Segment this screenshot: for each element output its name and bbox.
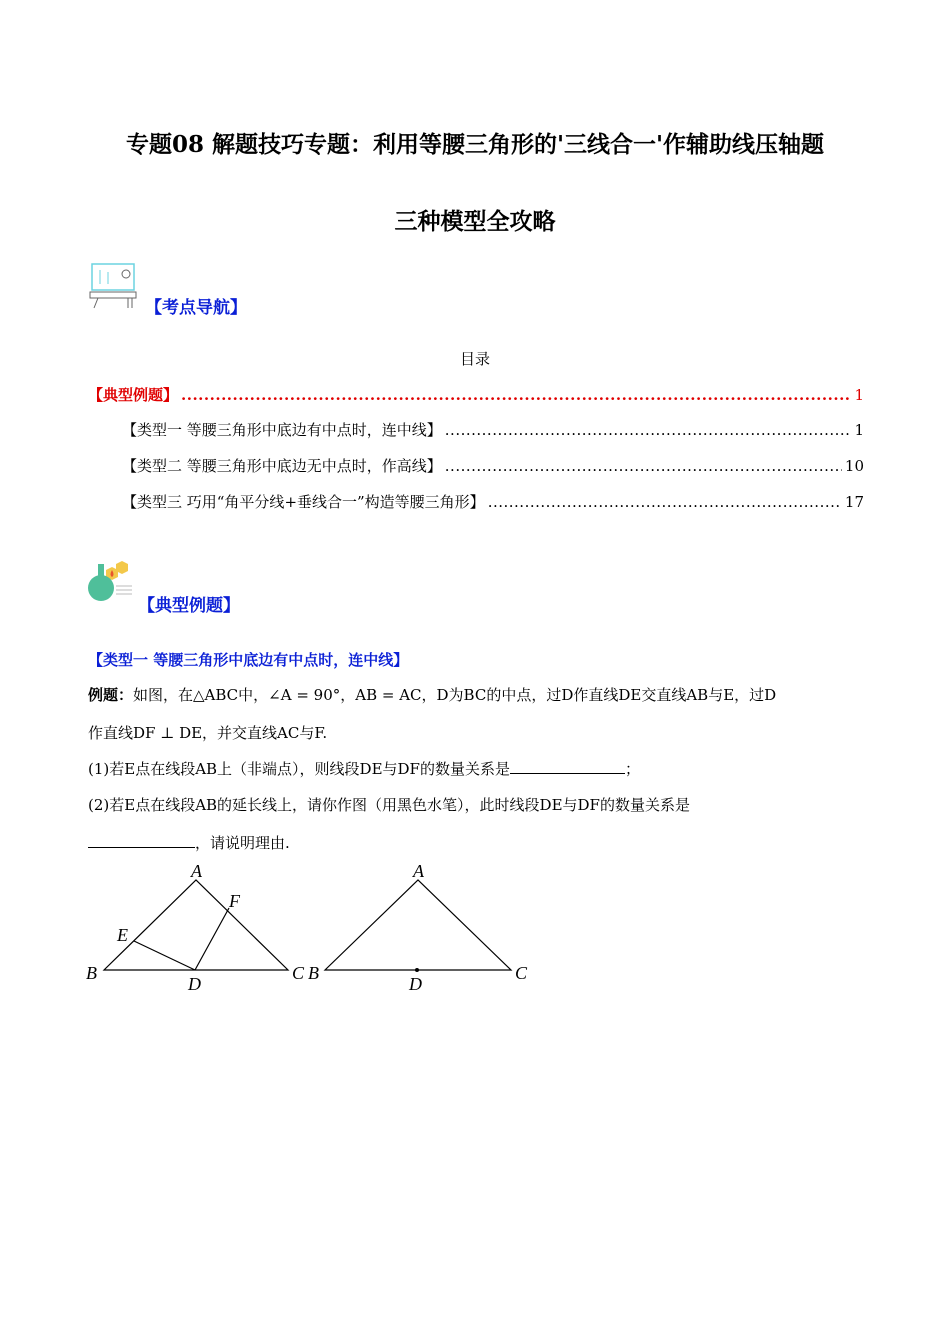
fig1-label-e: E <box>117 925 128 945</box>
toc-item[interactable] <box>122 455 864 476</box>
title-line2: 三种模型全攻略 <box>394 208 556 235</box>
toc-leader <box>488 493 842 511</box>
toc-label: 【类型三 巧用“角平分线+垂线合一”构造等腰三角形】 <box>122 493 485 511</box>
section-nav-label: 【考点导航】 <box>145 298 247 318</box>
example-line1 <box>88 684 776 705</box>
fig2-label-a: A <box>413 861 424 881</box>
q1-end: ； <box>624 760 640 778</box>
example-text: 如图，在△ABC中，∠A = 90°，AB = AC，D为BC的中点，过D作直线DE交直线AB与E，过D <box>133 686 777 704</box>
toc-leader <box>181 386 851 404</box>
toc-page: 17 <box>844 493 864 511</box>
toc-page: 1 <box>854 421 864 439</box>
toc-label: 【类型一 等腰三角形中底边有中点时，连中线】 <box>122 421 442 439</box>
toc-page: 1 <box>854 386 864 404</box>
section-examples-label: 【典型例题】 <box>138 596 240 616</box>
example-prefix: 例题： <box>88 686 134 704</box>
toc-leader <box>445 421 852 439</box>
toc-item[interactable] <box>88 384 864 405</box>
figure-2 <box>325 880 511 972</box>
toc-item[interactable] <box>122 419 864 440</box>
toc-title: 目录 <box>459 350 490 368</box>
fig1-label-f: F <box>229 891 240 911</box>
figure-1 <box>104 880 288 970</box>
answer-blank-2[interactable] <box>88 833 195 848</box>
answer-blank-1[interactable] <box>510 759 625 774</box>
q1-text: (1)若E点在线段AB上（非端点），则线段DE与DF的数量关系是 <box>88 760 510 778</box>
fig1-label-c: C <box>292 963 305 983</box>
fig2-label-c: C <box>515 963 528 983</box>
fig1-label-b: B <box>86 963 97 983</box>
fig1-label-d: D <box>188 974 201 994</box>
type1-heading: 【类型一 等腰三角形中底边有中点时，连中线】 <box>88 651 409 669</box>
fig1-label-a: A <box>191 861 202 881</box>
toc-page: 10 <box>844 457 864 475</box>
toc-label: 【典型例题】 <box>88 386 179 404</box>
toc-item[interactable] <box>122 491 864 512</box>
fig2-label-d: D <box>409 974 422 994</box>
title-line1: 专题08 解题技巧专题：利用等腰三角形的'三线合一'作辅助线压轴题 <box>125 131 825 158</box>
question-2: (2)若E点在线段AB的延长线上，请你作图（用黑色水笔），此时线段DE与DF的数量关系是 <box>88 796 690 814</box>
triangle-figures <box>80 855 550 1000</box>
example-line2: 作直线DF ⊥ DE，并交直线AC与F. <box>88 724 328 742</box>
fig2-label-b: B <box>308 963 319 983</box>
question-1 <box>88 758 640 779</box>
q2-end: ，请说明理由. <box>195 834 290 852</box>
flask-icon <box>86 558 136 608</box>
teacher-board-icon <box>88 260 138 310</box>
question-2-cont <box>88 832 290 853</box>
toc-label: 【类型二 等腰三角形中底边无中点时，作高线】 <box>122 457 442 475</box>
toc-leader <box>445 457 842 475</box>
